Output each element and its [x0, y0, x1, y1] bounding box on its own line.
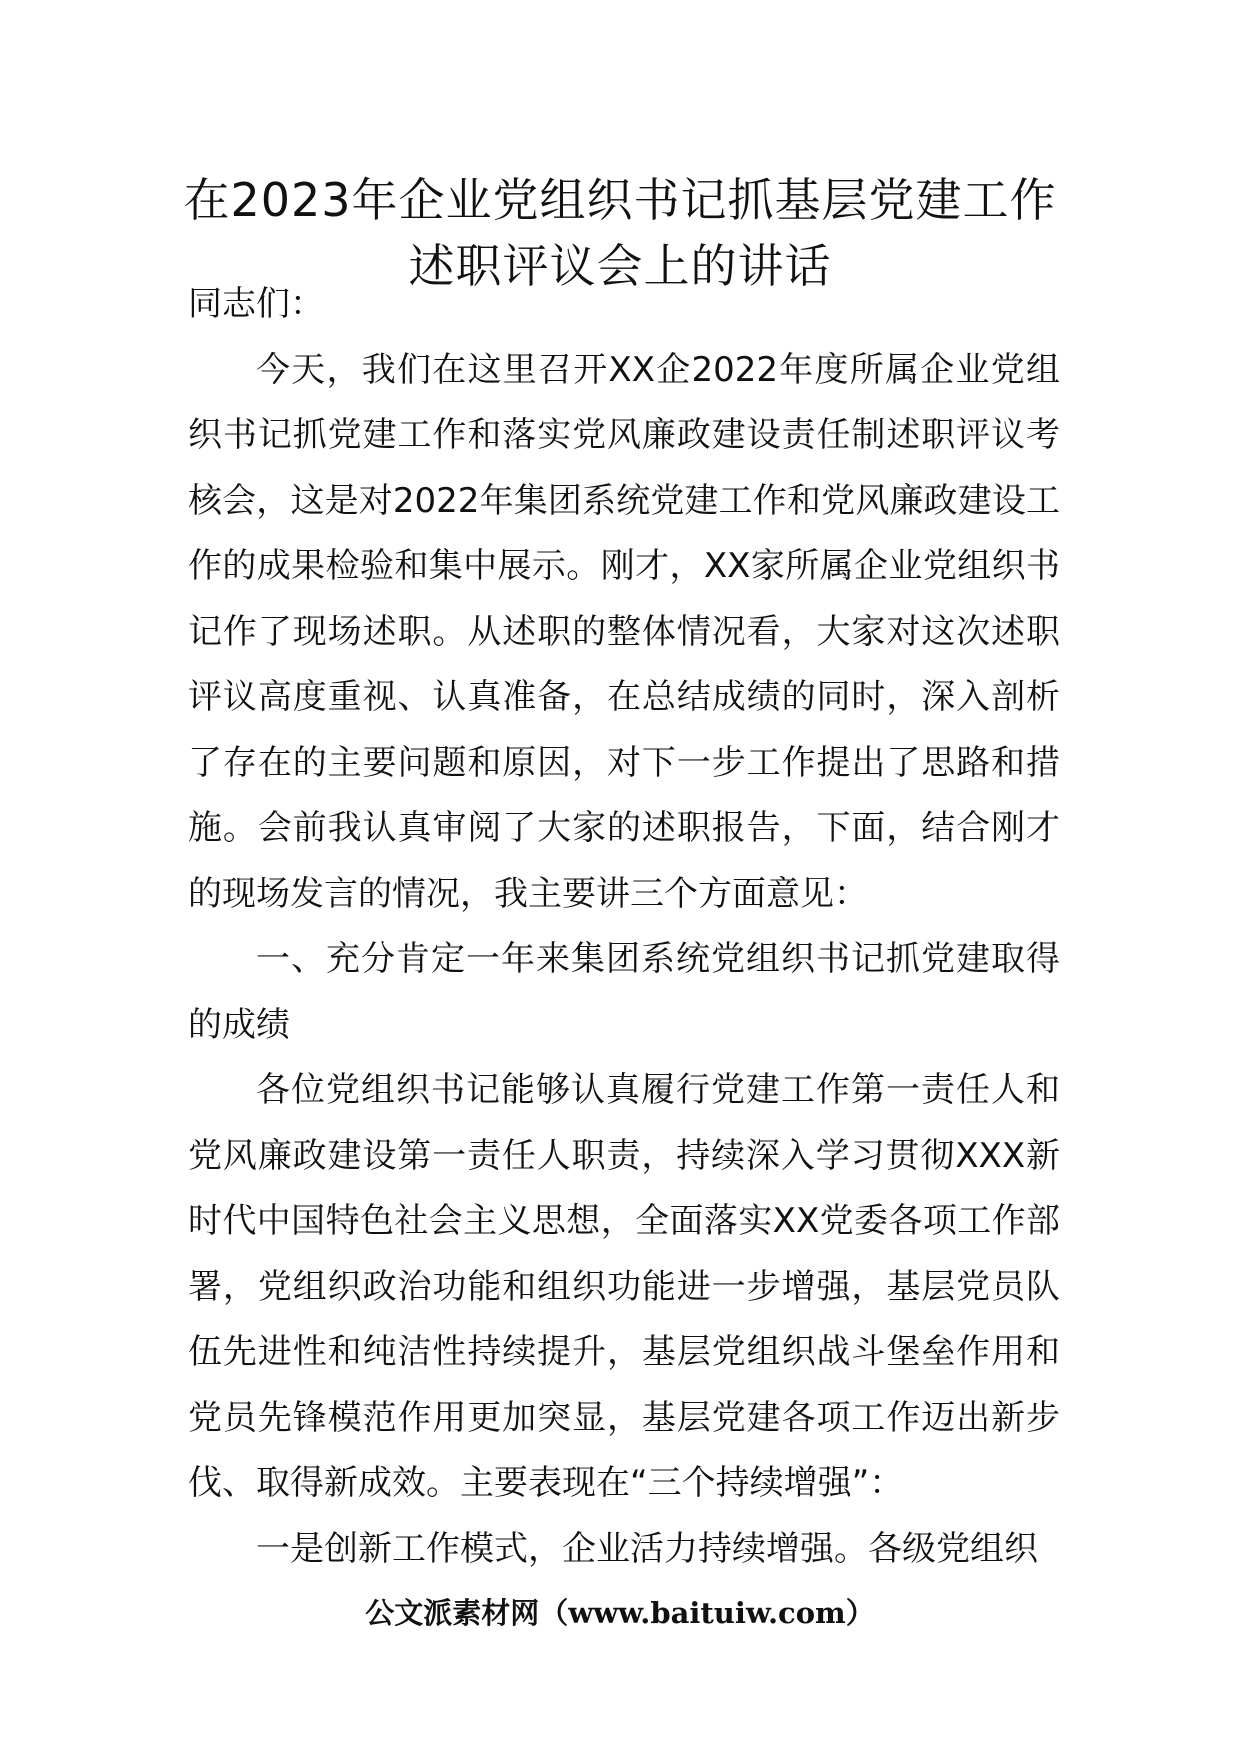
document-title-line-2: 述职评议会上的讲话	[408, 239, 832, 293]
footer-watermark: 公文派素材网（www.baituiw.com）	[365, 1596, 875, 1630]
paragraph-achievements: 各位党组织书记能够认真履行党建工作第一责任人和党风廉政建设第一责任人职责，持续深入学习贯彻XXX新时代中国特色社会主义思想，全面落实XX党委各项工作部署，党组织政治功能和组织功能进一步增强，基层党员队伍先进性和纯洁性持续提升，基层党组织战斗堡垒作用和党员先锋模范作用更加突显，基层党建各项工作迈出新步伐、取得新成效。主要表现在“三个持续增强”：	[188, 1070, 1060, 1503]
document-title-line-1: 在2023年企业党组织书记抓基层党建工作	[183, 173, 1057, 227]
paragraph-opening: 今天，我们在这里召开XX企2022年度所属企业党组织书记抓党建工作和落实党风廉政建设责任制述职评议考核会，这是对2022年集团系统党建工作和党风廉政建设工作的成果检验和集中展示。刚才，XX家所属企业党组织书记作了现场述职。从述职的整体情况看，大家对这次述职评议高度重视、认真准备，在总结成绩的同时，深入剖析了存在的主要问题和原因，对下一步工作提出了思路和措施。会前我认真审阅了大家的述职报告，下面，结合刚才的现场发言的情况，我主要讲三个方面意见：	[188, 349, 1060, 914]
document-body	[188, 272, 1060, 1582]
salutation: 同志们：	[188, 284, 324, 324]
paragraph-point-1: 一是创新工作模式，企业活力持续增强。各级党组织	[256, 1528, 1038, 1569]
section-heading-1: 一、充分肯定一年来集团系统党组织书记抓党建取得的成绩	[188, 939, 1060, 1045]
